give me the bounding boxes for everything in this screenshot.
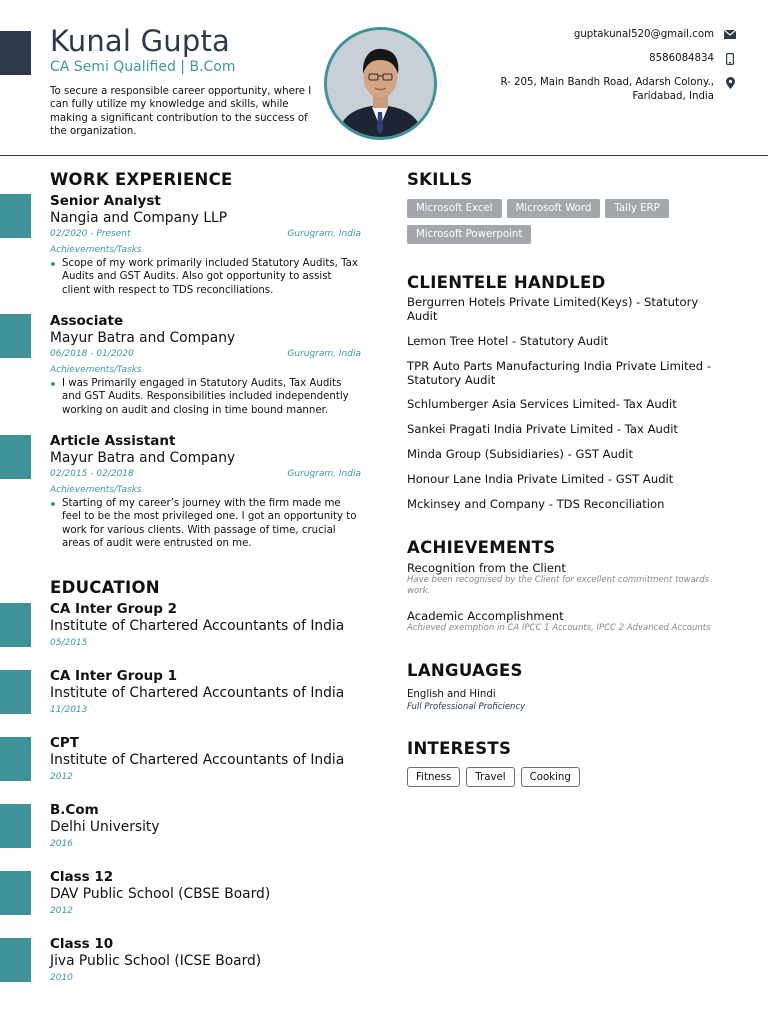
education-date: 2016 [50, 839, 73, 849]
education-title: CPT [50, 735, 80, 751]
clientele-heading: CLIENTELE HANDLED [407, 273, 606, 292]
email-icon [723, 28, 737, 42]
education-institution: DAV Public School (CBSE Board) [50, 886, 271, 902]
phone-text[interactable]: 8586084834 [649, 53, 714, 64]
education-institution: Institute of Chartered Accountants of India [50, 685, 345, 701]
job-task: Starting of my career’s journey with the firm made me feel to be the most privileged one. I got an opportunity to work for various clients. With passage of time, crucial areas of audit were entrusted on me. [50, 497, 362, 550]
education-date: 05/2015 [50, 638, 88, 648]
job-title: Associate [50, 313, 124, 329]
address-line-2: Faridabad, India [632, 91, 714, 102]
job-title: Senior Analyst [50, 193, 161, 209]
job-company: Nangia and Company LLP [50, 210, 228, 226]
job-company: Mayur Batra and Company [50, 330, 236, 346]
interest-tag: Cooking [521, 767, 580, 787]
education-entry [50, 936, 261, 984]
skill-tag: Microsoft Powerpoint [407, 225, 531, 244]
skills-list-row-2 [407, 222, 536, 244]
education-marker [0, 603, 31, 647]
candidate-name: Kunal Gupta [50, 24, 230, 58]
languages-heading: LANGUAGES [407, 661, 523, 680]
email-text[interactable]: guptakunal520@gmail.com [573, 29, 714, 40]
education-title: B.Com [50, 802, 99, 818]
job-location: Gurugram, India [287, 469, 361, 479]
job-entry [50, 193, 362, 297]
client-item: Minda Group (Subsidiaries) - GST Audit [407, 447, 633, 461]
job-marker [0, 194, 31, 238]
education-date: 2010 [50, 973, 73, 983]
education-title: CA Inter Group 1 [50, 668, 178, 684]
education-institution: Institute of Chartered Accountants of India [50, 618, 345, 634]
address-line-1: R- 205, Main Bandh Road, Adarsh Colony., [500, 77, 714, 88]
header-divider [0, 155, 768, 156]
achievement-description: Achieved exemption in CA IPCC 1 Accounts, IPCC 2 Advanced Accounts [407, 623, 711, 633]
client-item: Lemon Tree Hotel - Statutory Audit [407, 334, 609, 348]
location-icon [723, 76, 737, 90]
education-date: 2012 [50, 772, 73, 782]
candidate-title: CA Semi Qualified | B.Com [50, 59, 236, 75]
education-entry [50, 869, 270, 917]
skills-heading: SKILLS [407, 170, 473, 189]
client-item: Schlumberger Asia Services Limited- Tax Audit [407, 397, 677, 411]
phone-icon [723, 52, 737, 66]
tasks-label: Achievements/Tasks [50, 485, 142, 495]
education-entry [50, 735, 344, 783]
job-task: Scope of my work primarily included Statutory Audits, Tax Audits and GST Audits. Also got opportunity to assist client with respect to TDS reconciliations. [50, 257, 362, 297]
interests-heading: INTERESTS [407, 739, 512, 758]
skill-tag: Microsoft Excel [407, 199, 502, 218]
profile-photo-image [327, 30, 434, 137]
education-marker [0, 871, 31, 915]
achievement-title: Academic Accomplishment [407, 609, 564, 623]
education-date: 11/2013 [50, 705, 88, 715]
education-marker [0, 938, 31, 982]
job-marker [0, 314, 31, 358]
achievement-description: Have been recognised by the Client for excellent commitment towards work. [407, 575, 710, 596]
skills-list [407, 196, 727, 218]
job-dates: 06/2018 - 01/2020 [50, 349, 134, 359]
job-company: Mayur Batra and Company [50, 450, 236, 466]
job-entry [50, 433, 362, 550]
achievement-title: Recognition from the Client [407, 561, 566, 575]
education-date: 2012 [50, 906, 73, 916]
job-marker [0, 435, 31, 479]
education-heading: EDUCATION [50, 578, 160, 597]
skill-tag: Tally ERP [605, 199, 668, 218]
tasks-label: Achievements/Tasks [50, 365, 142, 375]
client-item: Bergurren Hotels Private Limited(Keys) - Statutory Audit [407, 295, 699, 323]
job-dates: 02/2015 - 02/2018 [50, 469, 134, 479]
tasks-label: Achievements/Tasks [50, 245, 142, 255]
education-marker [0, 804, 31, 848]
job-title: Article Assistant [50, 433, 176, 449]
skill-tag: Microsoft Word [507, 199, 601, 218]
job-task: I was Primarily engaged in Statutory Audits, Tax Audits and GST Audits. Responsibilities included independently working on audit and closing in time bound manner. [50, 377, 362, 417]
client-item: Sankei Pragati India Private Limited - Tax Audit [407, 422, 678, 436]
client-item: TPR Auto Parts Manufacturing India Private Limited - Statutory Audit [407, 359, 712, 387]
job-dates: 02/2020 - Present [50, 229, 131, 239]
job-location: Gurugram, India [287, 349, 361, 359]
education-marker [0, 670, 31, 714]
education-title: CA Inter Group 2 [50, 601, 178, 617]
profile-photo [324, 27, 437, 140]
education-institution: Delhi University [50, 819, 160, 835]
education-title: Class 12 [50, 869, 114, 885]
work-experience-heading: WORK EXPERIENCE [50, 170, 233, 189]
education-entry [50, 601, 344, 649]
education-entry [50, 668, 344, 716]
interests-list [407, 765, 586, 787]
header-accent-block [0, 31, 31, 75]
language-name: English and Hindi [407, 689, 496, 700]
education-marker [0, 737, 31, 781]
education-entry [50, 802, 160, 850]
interest-tag: Fitness [407, 767, 460, 787]
client-item: Mckinsey and Company - TDS Reconciliation [407, 497, 665, 511]
job-location: Gurugram, India [287, 229, 361, 239]
education-institution: Institute of Chartered Accountants of India [50, 752, 345, 768]
career-summary: To secure a responsible career opportunity, where I can fully utilize my knowledge and skills, while making a significant contribution to the success of the organization. [50, 86, 312, 138]
language-level: Full Professional Proficiency [407, 702, 526, 712]
client-item: Honour Lane India Private Limited - GST Audit [407, 472, 674, 486]
achievement-entry [407, 609, 729, 634]
interest-tag: Travel [466, 767, 514, 787]
achievements-heading: ACHIEVEMENTS [407, 538, 556, 557]
education-institution: Jiva Public School (ICSE Board) [50, 953, 262, 969]
achievement-entry [407, 561, 729, 596]
education-title: Class 10 [50, 936, 114, 952]
job-entry [50, 313, 362, 417]
